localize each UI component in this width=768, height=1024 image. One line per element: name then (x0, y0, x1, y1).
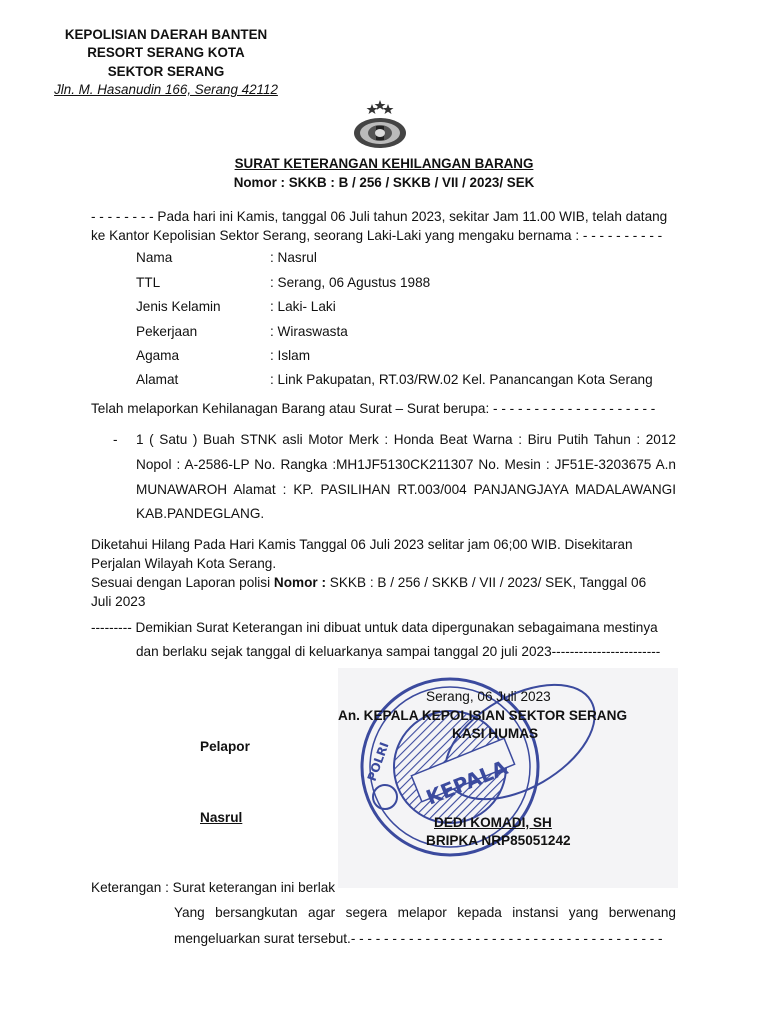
report-item-line-3: MUNAWAROH Alamat : KP. PASILIHAN RT.003/004 PANJANGJAYA MADALAWANGI (136, 482, 676, 497)
stamp-text-top: POLRI (364, 740, 392, 784)
header-line-1: KEPOLISIAN DAERAH BANTEN (64, 27, 268, 42)
signature-on-behalf: An. KEPALA KEPOLISIAN SEKTOR SERANG (338, 708, 628, 723)
report-item-line-1: 1 ( Satu ) Buah STNK asli Motor Merk : Honda Beat Warna : Biru Putih Tahun : 2012 (136, 432, 676, 447)
note-line-1: Keterangan : Surat keterangan ini berlak (91, 880, 336, 895)
document-title: SURAT KETERANGAN KEHILANGAN BARANG (234, 156, 534, 171)
identity-label-address: Alamat (136, 372, 179, 387)
note-line-2: Yang bersangkutan agar segera melapor kepada instansi yang berwenang (174, 905, 676, 920)
identity-value-religion: : Islam (270, 348, 311, 363)
identity-label-religion: Agama (136, 348, 180, 363)
identity-label-name: Nama (136, 250, 173, 265)
police-emblem-icon (350, 98, 410, 152)
officer-name: DEDI KOMADI, SH (434, 815, 552, 830)
closing-line-1: --------- Demikian Surat Keterangan ini dibuat untuk data dipergunakan sebagaimana mestinya (91, 620, 658, 635)
report-line: Telah melaporkan Kehilanagan Barang atau Surat – Surat berupa: - - - - - - - - - - - - - - - - - - - - (91, 401, 656, 416)
identity-value-ttl: : Serang, 06 Agustus 1988 (270, 275, 431, 290)
note-line-3: mengeluarkan surat tersebut.- - - - - - - - - - - - - - - - - - - - - - - - - - - - - - - - - - - - - - (174, 931, 663, 946)
report-item-line-2: Nopol : A-2586-LP No. Rangka :MH1JF5130CK211307 No. Mesin : JF51E-3203675 A.n (136, 457, 676, 472)
report-bullet: - (113, 432, 118, 447)
header-line-2: RESORT SERANG KOTA (87, 45, 245, 60)
identity-label-occupation: Pekerjaan (136, 324, 198, 339)
lost-line-2: Perjalan Wilayah Kota Serang. (91, 556, 277, 571)
identity-value-address: : Link Pakupatan, RT.03/RW.02 Kel. Panancangan Kota Serang (270, 372, 653, 387)
officer-rank: BRIPKA NRP85051242 (426, 833, 571, 848)
signature-place-date: Serang, 06 Juli 2023 (426, 689, 551, 704)
closing-line-2: dan berlaku sejak tanggal di keluarkanya sampai tanggal 20 juli 2023------------------------ (136, 644, 661, 659)
lost-line-3-bold: Nomor : (273, 575, 327, 590)
reporter-label: Pelapor (200, 739, 250, 754)
lost-line-3-pre: Sesuai dengan Laporan polisi (91, 575, 274, 590)
document-number: Nomor : SKKB : B / 256 / SKKB / VII / 2023/ SEK (233, 175, 535, 190)
lost-line-4: Juli 2023 (91, 594, 146, 609)
reporter-name: Nasrul (200, 810, 243, 825)
intro-line-1: - - - - - - - - Pada hari ini Kamis, tanggal 06 Juli tahun 2023, sekitar Jam 11.00 WIB, telah datang (91, 209, 668, 224)
header-address: Jln. M. Hasanudin 166, Serang 42112 (54, 82, 278, 97)
lost-line-1: Diketahui Hilang Pada Hari Kamis Tanggal 06 Juli 2023 selitar jam 06;00 WIB. Disekitaran (91, 537, 633, 552)
identity-label-ttl: TTL (136, 275, 161, 290)
identity-value-occupation: : Wiraswasta (270, 324, 348, 339)
lost-line-3-post: SKKB : B / 256 / SKKB / VII / 2023/ SEK, Tanggal 06 (326, 575, 647, 590)
lost-line-3 (91, 575, 646, 590)
intro-line-2: ke Kantor Kepolisian Sektor Serang, seorang Laki-Laki yang mengaku bernama : - - - - - - - - - - (91, 228, 663, 243)
report-item-line-4: KAB.PANDEGLANG. (136, 506, 265, 521)
signature-position: KASI HUMAS (452, 726, 539, 741)
identity-value-name: : Nasrul (270, 250, 317, 265)
stamp-text-mid: KEPALA (422, 755, 512, 810)
identity-label-gender: Jenis Kelamin (136, 299, 221, 314)
identity-value-gender: : Laki- Laki (270, 299, 336, 314)
header-line-3: SEKTOR SERANG (107, 64, 225, 79)
